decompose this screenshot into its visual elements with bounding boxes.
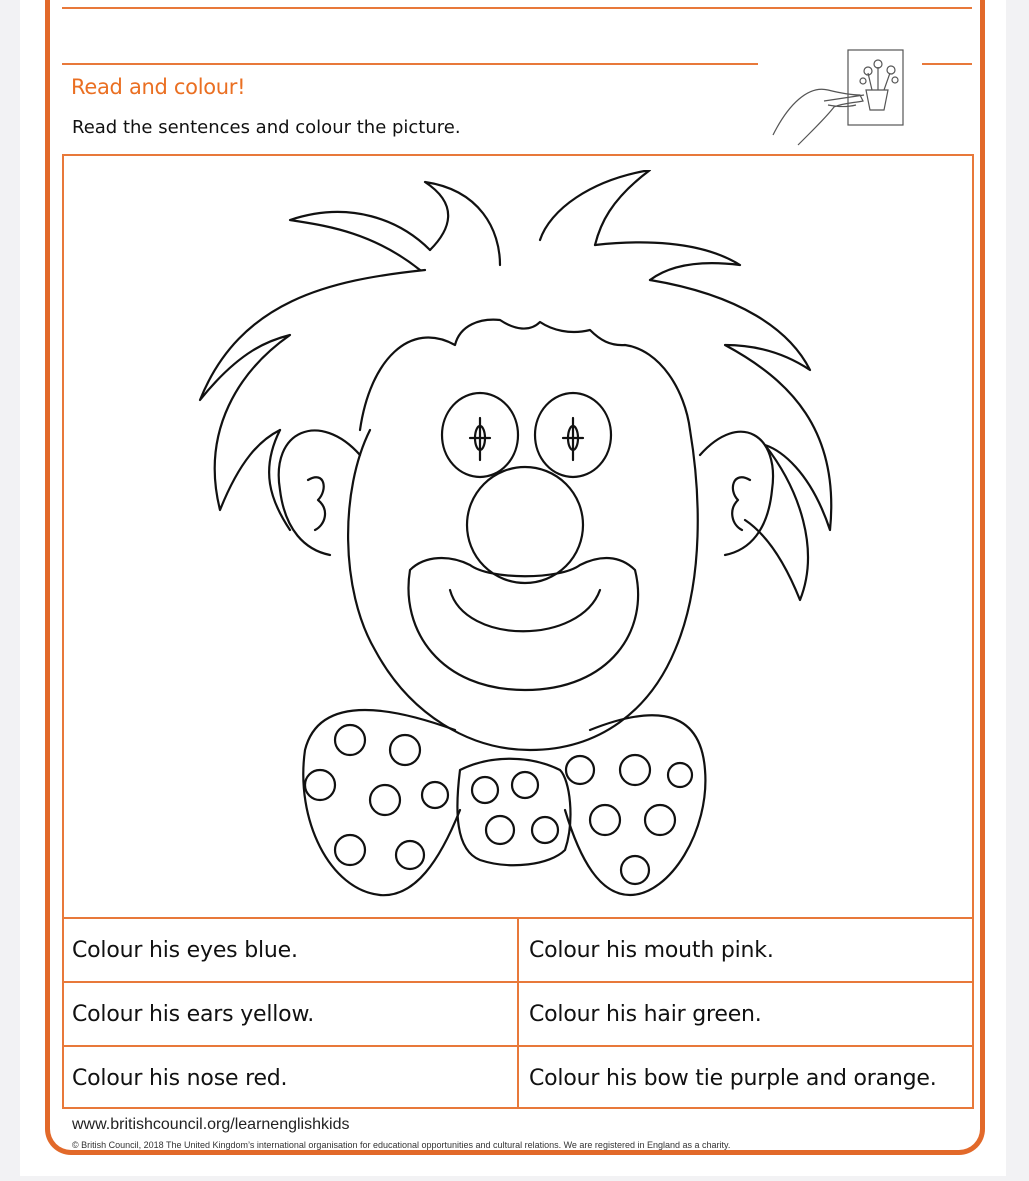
hand-drawing-icon <box>768 45 908 150</box>
clown-face-icon <box>180 170 860 910</box>
top-rule <box>62 7 972 9</box>
sentence-cell: Colour his eyes blue. <box>62 917 517 981</box>
name-rule <box>62 63 758 65</box>
worksheet-instruction: Read the sentences and colour the picture. <box>72 117 461 138</box>
sentence-cell: Colour his mouth pink. <box>517 917 972 981</box>
sentence-cell: Colour his bow tie purple and orange. <box>517 1045 972 1109</box>
sentence-cell: Colour his nose red. <box>62 1045 517 1109</box>
sentence-cell: Colour his hair green. <box>517 981 972 1045</box>
sentence-cell: Colour his ears yellow. <box>62 981 517 1045</box>
footer-copyright: © British Council, 2018 The United Kingdom’s international organisation for educational opportunities and cultural relations. We are registered in England as a charity. <box>72 1140 731 1150</box>
sentences-table <box>62 917 974 1109</box>
worksheet-title: Read and colour! <box>71 75 246 99</box>
footer-url[interactable]: www.britishcouncil.org/learnenglishkids <box>72 1116 350 1133</box>
name-rule-end <box>922 63 972 65</box>
